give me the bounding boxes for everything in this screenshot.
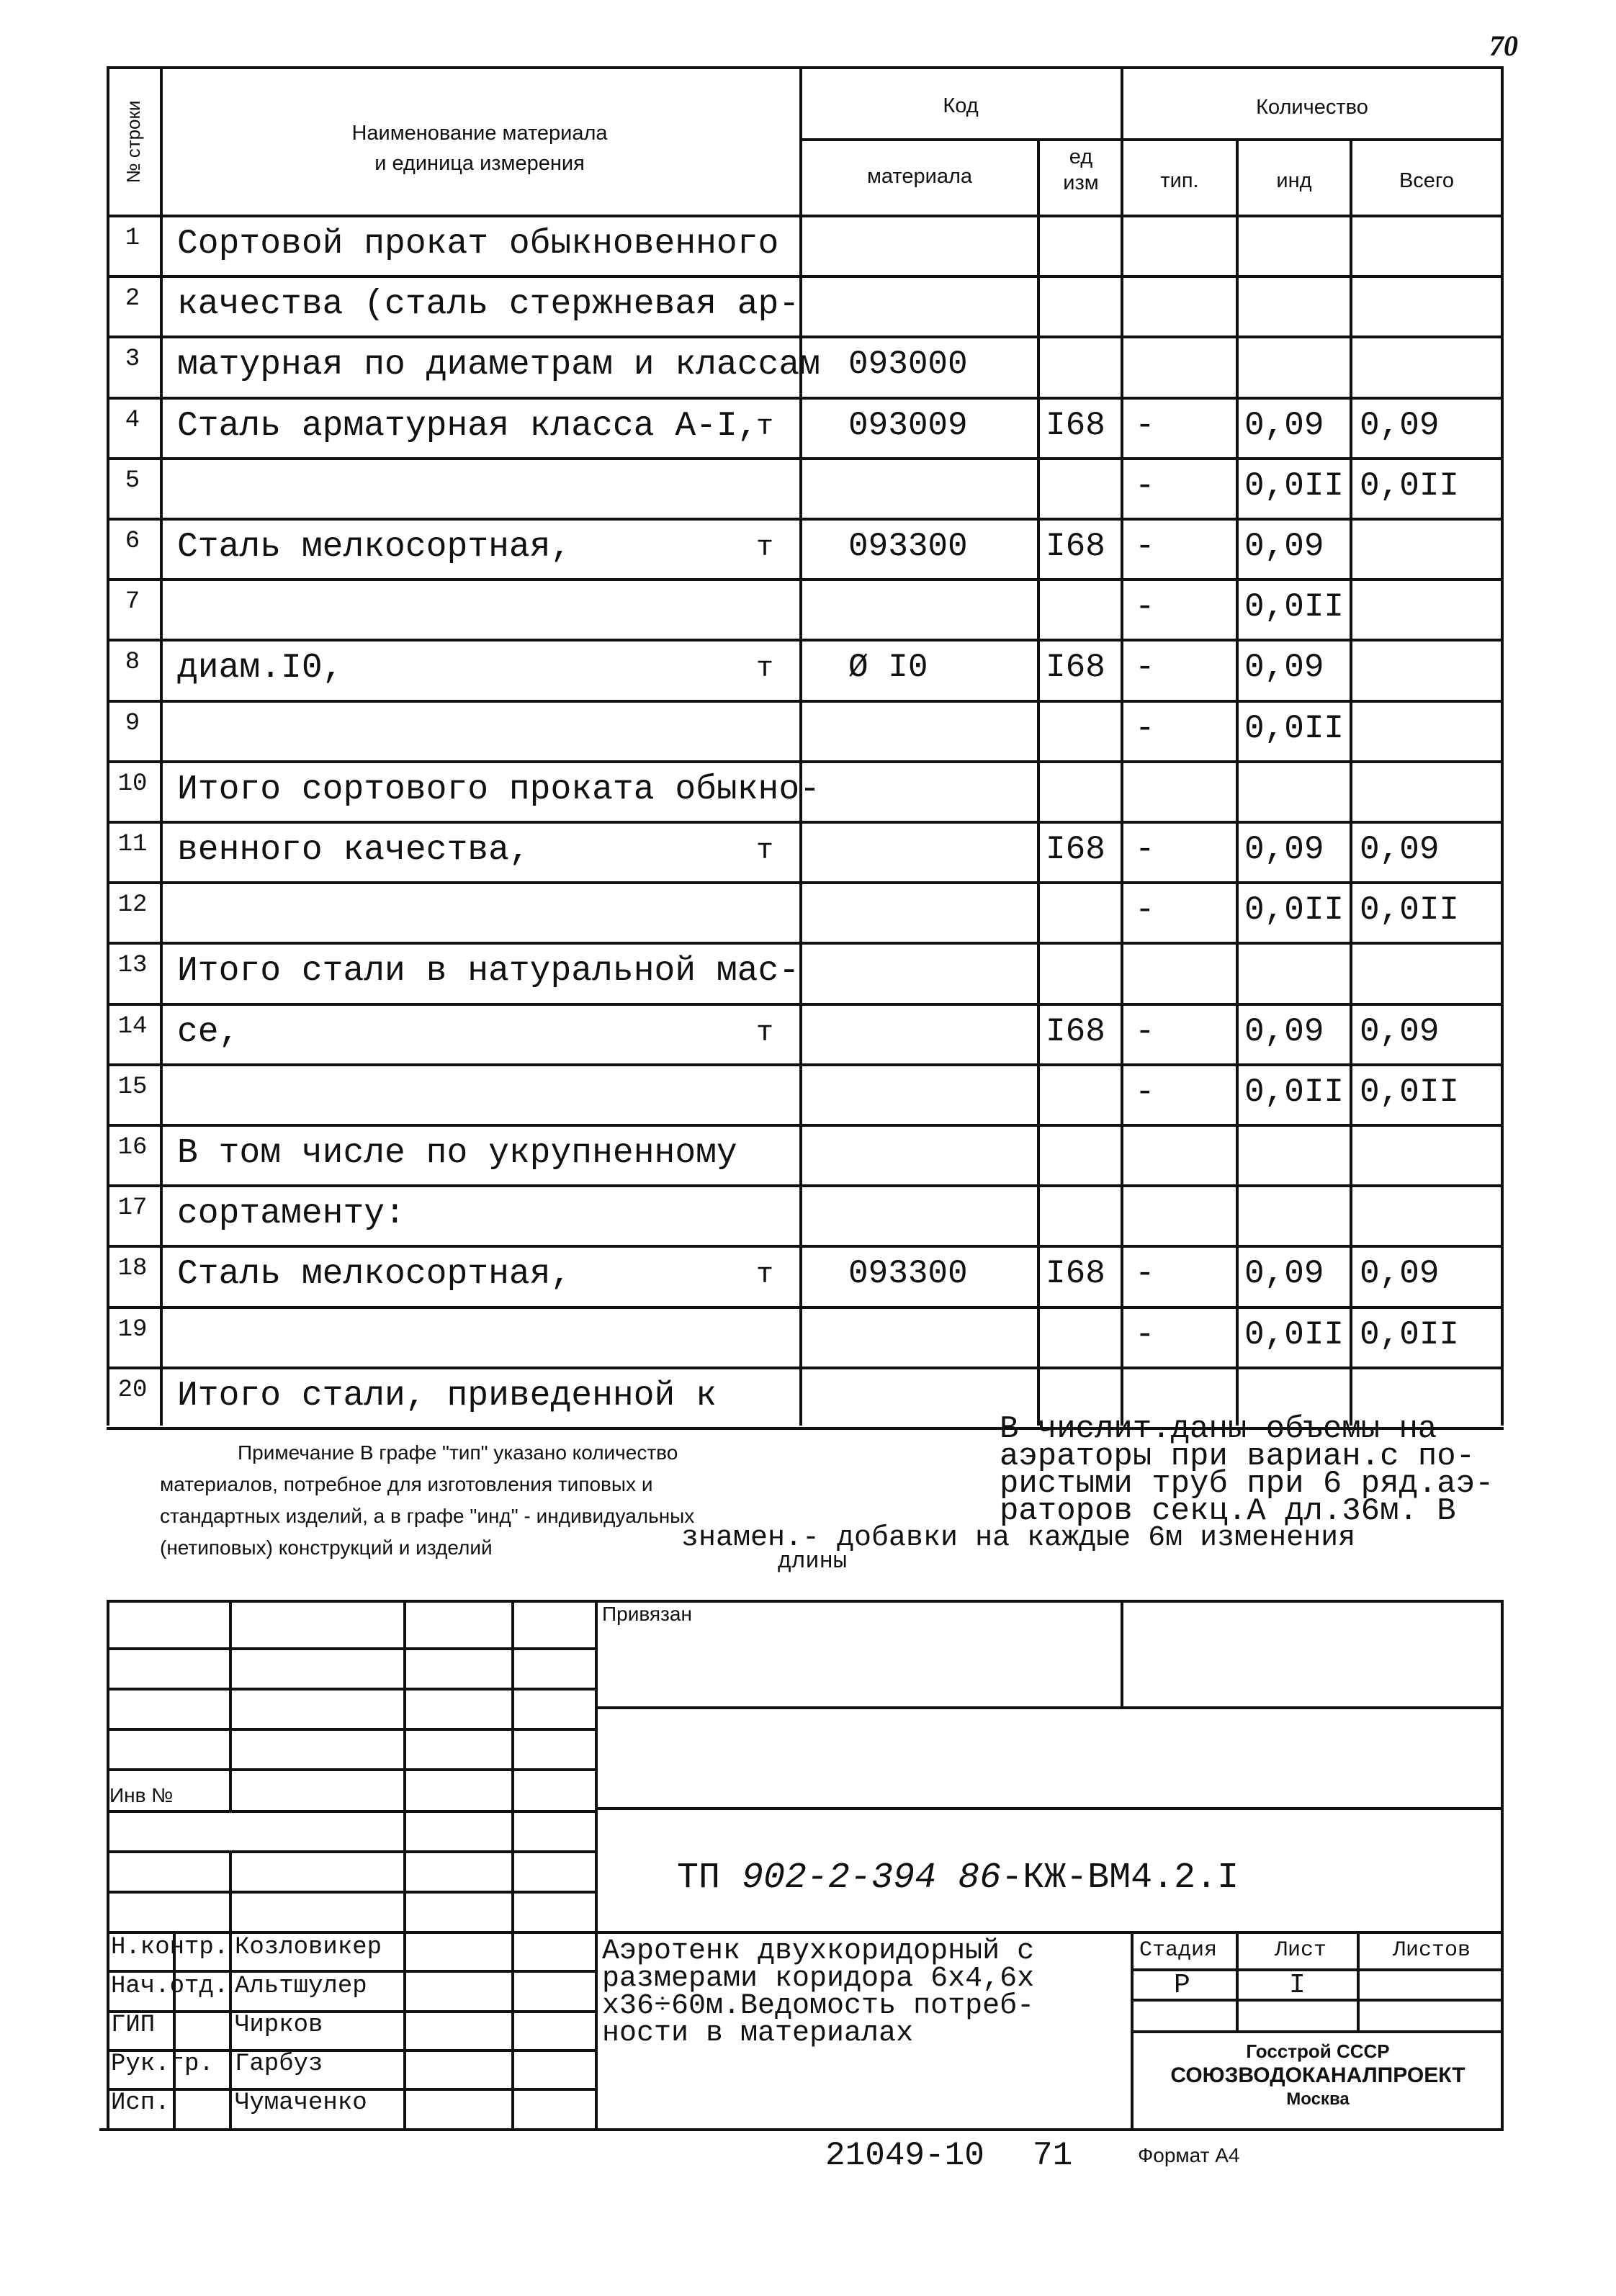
row-number: 6 xyxy=(125,528,140,555)
note-line3: стандартных изделий, а в графе "инд" - индивидуальных xyxy=(160,1505,695,1527)
qty-ind: 0,09 xyxy=(1244,1013,1324,1050)
material-code: 093300 xyxy=(848,1255,968,1292)
qty-type: - xyxy=(1135,407,1155,444)
organization-line3: Москва xyxy=(1286,2089,1350,2109)
material-code: 093300 xyxy=(848,528,968,565)
stage-label: Стадия xyxy=(1139,1938,1218,1963)
inventory-number-label: Инв № xyxy=(109,1784,174,1806)
typed-note-line3: ристыми труб при 6 ряд.аэ- xyxy=(1000,1466,1494,1502)
qty-type: - xyxy=(1135,649,1155,686)
qty-ind: 0,0II xyxy=(1244,1073,1345,1111)
signatory-role: ГИП xyxy=(111,2012,156,2039)
material-unit-letter: т xyxy=(756,1017,774,1050)
header-code: Код xyxy=(943,94,979,117)
material-name: Сталь мелкосортная, xyxy=(177,528,572,567)
title-line4: ности в материалах xyxy=(602,2017,914,2050)
designation-suffix: -КЖ-ВМ4.2.I xyxy=(1001,1858,1239,1899)
unit-code: I68 xyxy=(1046,528,1105,565)
typed-note-line1: В числит.даны объемы на xyxy=(1000,1411,1437,1447)
material-name: Сталь арматурная класса А-I, xyxy=(177,407,758,446)
title-line2: размерами коридора 6х4,6х xyxy=(602,1963,1035,1995)
row-number: 20 xyxy=(117,1377,148,1404)
header-code-material: материала xyxy=(866,165,973,188)
qty-type: - xyxy=(1135,588,1155,626)
note-line1: Примечание В графе "тип" указано количество xyxy=(238,1441,678,1464)
row-number: 15 xyxy=(117,1073,148,1101)
qty-total: 0,0II xyxy=(1360,467,1460,505)
qty-total: 0,09 xyxy=(1360,1013,1440,1050)
qty-ind: 0,0II xyxy=(1244,588,1345,626)
row-number: 19 xyxy=(117,1316,148,1343)
row-number: 2 xyxy=(125,285,140,312)
unit-code: I68 xyxy=(1046,1013,1105,1050)
material-name: сортаменту: xyxy=(177,1194,405,1233)
qty-ind: 0,09 xyxy=(1244,1255,1324,1292)
designation-prefix: ТП xyxy=(677,1858,721,1899)
row-number: 17 xyxy=(117,1194,148,1222)
material-unit-letter: т xyxy=(756,653,774,685)
qty-total: 0,0II xyxy=(1360,891,1460,929)
header-qty-type: тип. xyxy=(1160,169,1199,192)
material-name: Сталь мелкосортная, xyxy=(177,1255,572,1294)
material-name: Сортовой прокат обыкновенного xyxy=(177,225,779,264)
material-unit-letter: т xyxy=(756,411,774,444)
material-unit-letter: т xyxy=(756,1259,774,1292)
material-code: 093000 xyxy=(848,346,968,383)
designation-number: 902-2-394 86 xyxy=(742,1858,1002,1899)
note-line2: материалов, потребное для изготовления типовых и xyxy=(160,1473,653,1495)
qty-type: - xyxy=(1135,1073,1155,1111)
sheet-value: I xyxy=(1289,1970,1306,2001)
qty-ind: 0,09 xyxy=(1244,528,1324,565)
material-name: се, xyxy=(177,1013,240,1052)
title-line1: Аэротенк двухкоридорный с xyxy=(602,1935,1035,1968)
row-number: 4 xyxy=(125,407,140,434)
bound-label: Привязан xyxy=(602,1603,692,1625)
header-name-line2: и единица измерения xyxy=(374,152,585,175)
qty-total: 0,09 xyxy=(1360,1255,1440,1292)
material-name: венного качества, xyxy=(177,831,530,870)
archive-number: 21049-10 xyxy=(825,2137,984,2174)
material-name: Итого стали, приведенной к xyxy=(177,1377,717,1415)
sheet-label: Лист xyxy=(1275,1938,1327,1963)
header-code-unit: ед изм xyxy=(1063,145,1099,194)
unit-code: I68 xyxy=(1046,649,1105,686)
qty-type: - xyxy=(1135,1255,1155,1292)
stage-value: Р xyxy=(1174,1970,1190,2001)
note-line4: (нетиповых) конструкций и изделий xyxy=(160,1536,493,1559)
row-number: 9 xyxy=(125,710,140,737)
header-name-line1: Наименование материала xyxy=(351,122,608,145)
row-number: 1 xyxy=(125,225,140,252)
signatory-role: Нач.отд. xyxy=(111,1973,229,2000)
header-quantity: Количество xyxy=(1256,96,1368,119)
qty-total: 0,0II xyxy=(1360,1073,1460,1111)
qty-type: - xyxy=(1135,831,1155,868)
material-name: диам.I0, xyxy=(177,649,344,688)
row-number: 14 xyxy=(117,1013,148,1040)
qty-type: - xyxy=(1135,1013,1155,1050)
row-number: 18 xyxy=(117,1255,148,1282)
material-name: Итого стали в натуральной мас- xyxy=(177,952,800,991)
unit-code: I68 xyxy=(1046,1255,1105,1292)
unit-code: I68 xyxy=(1046,407,1105,444)
typed-note-line6: длины xyxy=(778,1548,848,1575)
format-label: Формат А4 xyxy=(1138,2144,1240,2166)
material-name: В том числе по укрупненному xyxy=(177,1134,737,1173)
qty-total: 0,09 xyxy=(1360,407,1440,444)
document-designation xyxy=(677,1858,1239,1899)
material-name: Итого сортового проката обыкно- xyxy=(177,770,820,809)
qty-ind: 0,0II xyxy=(1244,891,1345,929)
row-number: 5 xyxy=(125,467,140,495)
signatory-role: Рук.гр. xyxy=(111,2050,214,2078)
typed-note-line5: знамен.- добавки на каждые 6м изменения xyxy=(681,1522,1356,1554)
material-code: 093009 xyxy=(848,407,968,444)
material-code: Ø I0 xyxy=(848,649,928,686)
qty-type: - xyxy=(1135,1316,1155,1354)
unit-code: I68 xyxy=(1046,831,1105,868)
qty-type: - xyxy=(1135,528,1155,565)
signatory-name: Чумаченко xyxy=(235,2089,367,2117)
row-number: 7 xyxy=(125,588,140,616)
header-qty-total: Всего xyxy=(1399,169,1455,192)
qty-ind: 0,0II xyxy=(1244,710,1345,747)
signatory-name: Гарбуз xyxy=(235,2050,323,2078)
row-number: 16 xyxy=(117,1134,148,1161)
sheets-label: Листов xyxy=(1393,1938,1471,1963)
organization-line1: Госстрой СССР xyxy=(1246,2040,1390,2062)
qty-type: - xyxy=(1135,891,1155,929)
organization-line2: СОЮЗВОДОКАНАЛПРОЕКТ xyxy=(1170,2063,1465,2087)
material-unit-letter: т xyxy=(756,532,774,564)
signatory-name: Козловикер xyxy=(235,1934,382,1961)
material-name: матурная по диаметрам и классам xyxy=(177,346,820,384)
qty-ind: 0,0II xyxy=(1244,467,1345,505)
qty-ind: 0,09 xyxy=(1244,407,1324,444)
row-number: 8 xyxy=(125,649,140,676)
signatory-name: Чирков xyxy=(235,2012,323,2039)
row-number: 11 xyxy=(117,831,148,858)
qty-total: 0,0II xyxy=(1360,1316,1460,1354)
row-number: 12 xyxy=(117,891,148,919)
signatory-role: Исп. xyxy=(111,2089,170,2117)
row-number: 3 xyxy=(125,346,140,373)
header-qty-ind: инд xyxy=(1276,169,1312,192)
qty-ind: 0,09 xyxy=(1244,831,1324,868)
material-name: качества (сталь стержневая ар- xyxy=(177,285,800,324)
qty-type: - xyxy=(1135,710,1155,747)
typed-note-line4: раторов секц.А дл.36м. В xyxy=(1000,1493,1456,1529)
qty-total: 0,09 xyxy=(1360,831,1440,868)
footer-page: 71 xyxy=(1033,2137,1073,2174)
header-row-number: № строки xyxy=(122,100,144,184)
material-unit-letter: т xyxy=(756,835,774,868)
qty-type: - xyxy=(1135,467,1155,505)
row-number: 10 xyxy=(117,770,148,798)
qty-ind: 0,09 xyxy=(1244,649,1324,686)
typed-note-line2: аэраторы при вариан.с по- xyxy=(1000,1439,1476,1475)
page-number: 70 xyxy=(1489,30,1518,62)
signatory-name: Альтшулер xyxy=(235,1973,367,2000)
signatory-role: Н.контр. xyxy=(111,1934,229,1961)
qty-ind: 0,0II xyxy=(1244,1316,1345,1354)
title-line3: х36÷60м.Ведомость потреб- xyxy=(602,1990,1035,2022)
row-number: 13 xyxy=(117,952,148,979)
